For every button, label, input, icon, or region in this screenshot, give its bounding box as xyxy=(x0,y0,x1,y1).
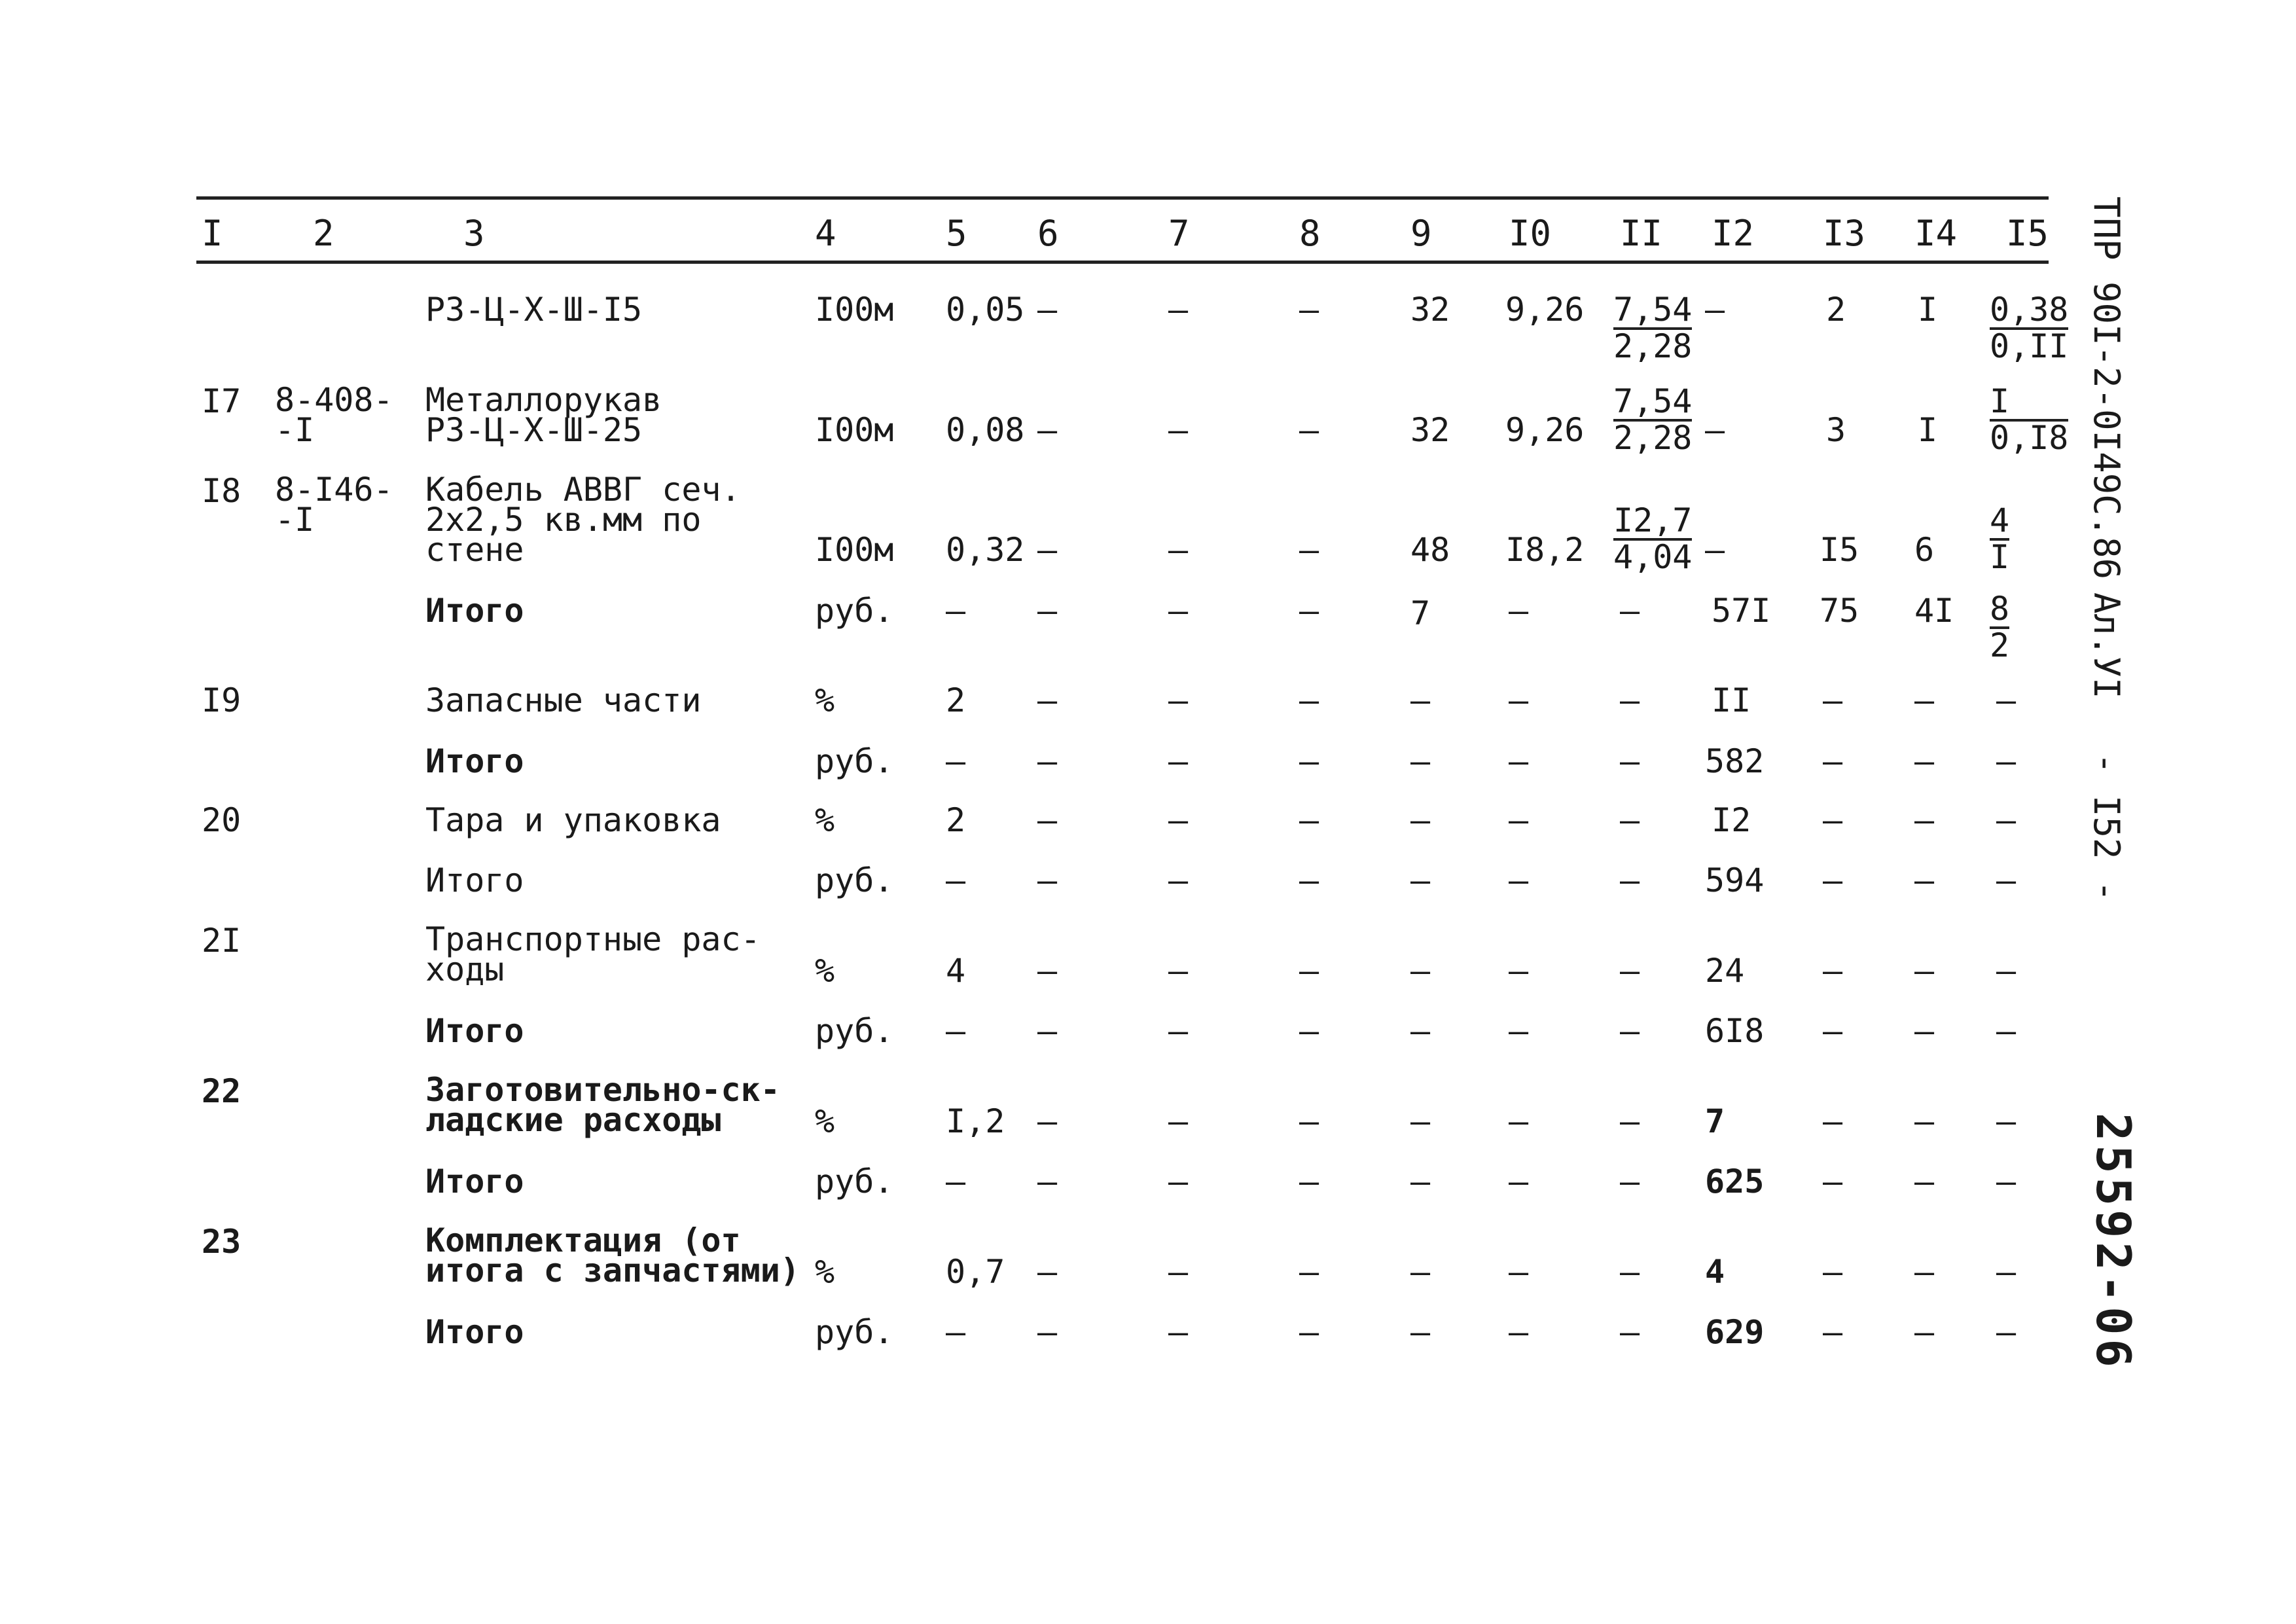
cell-col-13: 3 xyxy=(1826,411,1846,449)
cell-col-12: 6I8 xyxy=(1705,1012,1765,1050)
cell-col-10: – xyxy=(1509,681,1529,719)
cell-col-10: – xyxy=(1509,1253,1529,1291)
fraction-denominator: 0,II xyxy=(1990,327,2069,365)
fraction-numerator: I xyxy=(1990,385,2068,422)
cell-col-6: – xyxy=(1037,411,1058,449)
cell-name: Заготовительно-ск- ладские расходы xyxy=(425,1071,780,1139)
cell-col-11: – xyxy=(1620,1012,1640,1050)
header-col-3: 3 xyxy=(463,213,485,254)
cell-col-14: – xyxy=(1914,1102,1935,1140)
cell-code: 8-408- -I xyxy=(275,381,393,449)
cell-col-9: – xyxy=(1410,1102,1431,1140)
fraction-numerator: 7,54 xyxy=(1613,382,1693,420)
cell-row-number: 2I xyxy=(202,922,242,960)
cell-col-8: – xyxy=(1299,861,1319,899)
cell-col-14: – xyxy=(1914,1163,1935,1200)
cell-col-7: – xyxy=(1168,861,1189,899)
cell-col-10: – xyxy=(1509,1313,1529,1351)
cell-col-6: – xyxy=(1037,592,1058,630)
cell-col-7: – xyxy=(1168,592,1189,630)
cell-col-10: – xyxy=(1509,952,1529,990)
header-col-15: I5 xyxy=(2006,213,2049,254)
cell-col-10: – xyxy=(1509,1012,1529,1050)
cell-col-13: – xyxy=(1823,1012,1843,1050)
cell-col-14: – xyxy=(1914,861,1935,899)
cell-col-11: – xyxy=(1620,1253,1640,1291)
cell-col-15: – xyxy=(1996,861,2017,899)
cell-col-10: – xyxy=(1509,592,1529,630)
cell-col-7: – xyxy=(1168,1313,1189,1351)
cell-col-15: – xyxy=(1996,742,2017,780)
cell-col-7: – xyxy=(1168,1102,1189,1140)
cell-quantity: – xyxy=(946,861,966,899)
cell-col-8: – xyxy=(1299,1313,1319,1351)
cell-row-number: 23 xyxy=(202,1223,242,1261)
cell-col-10: – xyxy=(1509,1102,1529,1140)
cell-col-9: – xyxy=(1410,1313,1431,1351)
cell-col-6: – xyxy=(1037,1253,1058,1291)
cell-unit: руб. xyxy=(815,592,894,630)
cell-col-14: 6 xyxy=(1914,531,1935,569)
cell-row-number: I9 xyxy=(202,681,242,719)
cell-quantity: 0,08 xyxy=(946,411,1025,449)
cell-col-7: – xyxy=(1168,1253,1189,1291)
header-col-1: I xyxy=(202,213,223,254)
cell-col-15-fraction xyxy=(1990,501,2010,576)
cell-col-11: – xyxy=(1620,592,1640,630)
cell-col-11: – xyxy=(1620,681,1640,719)
cell-col-10: I8,2 xyxy=(1505,531,1585,569)
cell-name: Итого xyxy=(425,592,524,630)
cell-name: Тара и упаковка xyxy=(425,801,721,839)
cell-name: Транспортные рас- ходы xyxy=(425,920,761,988)
cell-quantity: 2 xyxy=(946,681,966,719)
cell-col-15: – xyxy=(1996,681,2017,719)
cell-quantity: – xyxy=(946,1012,966,1050)
fraction-denominator: 2 xyxy=(1990,626,2010,664)
fraction-numerator: 4 xyxy=(1990,501,2010,539)
cell-col-8: – xyxy=(1299,1102,1319,1140)
fraction-denominator: I xyxy=(1990,538,2010,576)
cell-name: Итого xyxy=(425,1012,524,1050)
cell-col-11: – xyxy=(1620,801,1640,839)
header-col-12: I2 xyxy=(1712,213,1755,254)
cell-col-9: 7 xyxy=(1410,594,1431,632)
cell-col-6: – xyxy=(1037,1012,1058,1050)
cell-col-12: II xyxy=(1712,681,1751,719)
cell-col-14: – xyxy=(1914,801,1935,839)
header-col-5: 5 xyxy=(946,213,967,254)
cell-col-14: – xyxy=(1914,681,1935,719)
cell-col-9: 48 xyxy=(1410,531,1450,569)
cell-col-14: I xyxy=(1918,291,1938,329)
cell-col-10: 9,26 xyxy=(1505,291,1585,329)
cell-name: Итого xyxy=(425,742,524,780)
header-col-4: 4 xyxy=(815,213,836,254)
fraction-denominator: 2,28 xyxy=(1613,419,1693,457)
cell-col-8: – xyxy=(1299,952,1319,990)
cell-col-12: – xyxy=(1705,531,1725,569)
cell-col-14: – xyxy=(1914,1012,1935,1050)
fraction-numerator: 0,38 xyxy=(1990,291,2069,329)
cell-unit: руб. xyxy=(815,861,894,899)
cell-quantity: I,2 xyxy=(946,1102,1005,1140)
cell-col-13: – xyxy=(1823,1102,1843,1140)
cell-col-9: – xyxy=(1410,952,1431,990)
cell-col-14: – xyxy=(1914,1313,1935,1351)
cell-col-9: 32 xyxy=(1410,411,1450,449)
inventory-number: 25592-06 xyxy=(2086,1113,2141,1371)
cell-col-10: – xyxy=(1509,861,1529,899)
cell-col-13: – xyxy=(1823,1253,1843,1291)
cell-col-8: – xyxy=(1299,291,1319,329)
cell-quantity: 0,32 xyxy=(946,531,1025,569)
cell-col-12: – xyxy=(1705,291,1725,329)
fraction-denominator: 0,I8 xyxy=(1990,419,2069,457)
fraction-numerator: 7,54 xyxy=(1613,291,1693,329)
cell-col-13: 2 xyxy=(1826,291,1846,329)
fraction-numerator: I2,7 xyxy=(1613,501,1693,539)
cell-unit: руб. xyxy=(815,1313,894,1351)
cell-quantity: – xyxy=(946,592,966,630)
cell-quantity: – xyxy=(946,742,966,780)
cell-col-6: – xyxy=(1037,291,1058,329)
cell-col-7: – xyxy=(1168,291,1189,329)
cell-col-11-fraction xyxy=(1613,293,1692,363)
cell-col-13: – xyxy=(1823,861,1843,899)
document-code: ТПР 90I-2-0I49С.86 xyxy=(2086,196,2127,580)
cell-col-9: – xyxy=(1410,681,1431,719)
cell-col-13: 75 xyxy=(1820,592,1859,630)
cell-col-10: – xyxy=(1509,742,1529,780)
cell-col-9: – xyxy=(1410,1012,1431,1050)
cell-col-6: – xyxy=(1037,742,1058,780)
cell-col-13: – xyxy=(1823,952,1843,990)
cell-unit: % xyxy=(815,1253,835,1291)
cell-col-9: – xyxy=(1410,1163,1431,1200)
cell-col-8: – xyxy=(1299,411,1319,449)
cell-col-8: – xyxy=(1299,531,1319,569)
cell-col-6: – xyxy=(1037,1163,1058,1200)
cell-col-14: – xyxy=(1914,952,1935,990)
cell-col-15: – xyxy=(1996,1253,2017,1291)
fraction-numerator: 8 xyxy=(1990,590,2010,628)
cell-col-11: – xyxy=(1620,952,1640,990)
cell-col-11-fraction xyxy=(1613,382,1693,457)
cell-col-7: – xyxy=(1168,742,1189,780)
cell-col-6: – xyxy=(1037,681,1058,719)
cell-col-8: – xyxy=(1299,592,1319,630)
page-number: - I52 - xyxy=(2086,753,2127,902)
cell-unit: % xyxy=(815,801,835,839)
fraction-denominator: 4,04 xyxy=(1613,538,1693,576)
cell-col-14: I xyxy=(1918,411,1938,449)
header-bottom-rule xyxy=(196,261,2049,264)
cell-quantity: 4 xyxy=(946,952,966,990)
cell-name: РЗ-Ц-Х-Ш-I5 xyxy=(425,291,643,329)
album-label: Ал.УI xyxy=(2086,592,2127,699)
cell-col-8: – xyxy=(1299,742,1319,780)
cell-col-6: – xyxy=(1037,801,1058,839)
cell-col-10: – xyxy=(1509,801,1529,839)
cell-col-13: – xyxy=(1823,1313,1843,1351)
cell-col-9: – xyxy=(1410,742,1431,780)
cell-col-11: – xyxy=(1620,1102,1640,1140)
cell-col-12: I2 xyxy=(1712,801,1751,839)
cell-col-13: I5 xyxy=(1820,531,1859,569)
cell-col-6: – xyxy=(1037,1102,1058,1140)
cell-col-12: – xyxy=(1705,411,1725,449)
cell-col-9: 32 xyxy=(1410,291,1450,329)
cell-name: Кабель АВВГ сеч. 2х2,5 кв.мм по стене xyxy=(425,471,741,569)
cell-col-8: – xyxy=(1299,1012,1319,1050)
cell-col-12: 582 xyxy=(1705,742,1765,780)
cell-col-12: 4 xyxy=(1705,1253,1725,1291)
header-col-14: I4 xyxy=(1914,213,1958,254)
cell-col-11: – xyxy=(1620,861,1640,899)
cell-unit: I00м xyxy=(815,531,894,569)
cell-col-14: 4I xyxy=(1914,592,1954,630)
cell-quantity: – xyxy=(946,1163,966,1200)
cell-row-number: 22 xyxy=(202,1072,242,1110)
cell-col-11: – xyxy=(1620,742,1640,780)
cell-col-15-fraction xyxy=(1990,293,2068,363)
cell-col-11-fraction xyxy=(1613,501,1693,576)
cell-col-13: – xyxy=(1823,681,1843,719)
header-col-11: II xyxy=(1620,213,1663,254)
table-top-rule xyxy=(196,196,2049,200)
cell-col-6: – xyxy=(1037,1313,1058,1351)
cell-col-7: – xyxy=(1168,411,1189,449)
cell-col-13: – xyxy=(1823,801,1843,839)
cell-col-14: – xyxy=(1914,742,1935,780)
cell-col-6: – xyxy=(1037,952,1058,990)
cell-unit: % xyxy=(815,1102,835,1140)
cell-col-13: – xyxy=(1823,1163,1843,1200)
cell-row-number: I7 xyxy=(202,382,242,420)
cell-col-10: – xyxy=(1509,1163,1529,1200)
cell-row-number: I8 xyxy=(202,472,242,510)
cell-col-15: – xyxy=(1996,952,2017,990)
cell-col-7: – xyxy=(1168,801,1189,839)
cell-name: Металлорукав РЗ-Ц-Х-Ш-25 xyxy=(425,381,662,449)
cell-col-15: – xyxy=(1996,1102,2017,1140)
cell-col-15-fraction xyxy=(1990,592,2009,662)
cell-col-7: – xyxy=(1168,1163,1189,1200)
cell-unit: руб. xyxy=(815,1012,894,1050)
cell-unit: % xyxy=(815,681,835,719)
cell-col-12: 629 xyxy=(1705,1313,1765,1351)
cell-col-10: 9,26 xyxy=(1505,411,1585,449)
header-col-9: 9 xyxy=(1410,213,1432,254)
header-col-7: 7 xyxy=(1168,213,1190,254)
cell-col-13: – xyxy=(1823,742,1843,780)
cell-quantity: 2 xyxy=(946,801,966,839)
cell-name: Запасные части xyxy=(425,681,702,719)
cell-row-number: 20 xyxy=(202,801,242,839)
cell-col-12: 57I xyxy=(1712,592,1771,630)
cell-quantity: 0,05 xyxy=(946,291,1025,329)
cell-col-11: – xyxy=(1620,1163,1640,1200)
cell-col-14: – xyxy=(1914,1253,1935,1291)
cell-name: Итого xyxy=(425,1163,524,1200)
cell-col-7: – xyxy=(1168,1012,1189,1050)
cell-col-8: – xyxy=(1299,1253,1319,1291)
cell-unit: руб. xyxy=(815,742,894,780)
header-col-2: 2 xyxy=(313,213,334,254)
cell-col-7: – xyxy=(1168,531,1189,569)
cell-col-8: – xyxy=(1299,681,1319,719)
cell-col-9: – xyxy=(1410,1253,1431,1291)
cell-name: Итого xyxy=(425,1313,524,1351)
header-col-6: 6 xyxy=(1037,213,1059,254)
cell-col-15: – xyxy=(1996,1012,2017,1050)
cell-col-8: – xyxy=(1299,801,1319,839)
cell-unit: I00м xyxy=(815,291,894,329)
cell-col-9: – xyxy=(1410,801,1431,839)
cell-col-7: – xyxy=(1168,952,1189,990)
cell-col-12: 594 xyxy=(1705,861,1765,899)
fraction-denominator: 2,28 xyxy=(1613,327,1693,365)
cell-col-6: – xyxy=(1037,861,1058,899)
cell-unit: I00м xyxy=(815,411,894,449)
cell-name: Итого xyxy=(425,861,524,899)
cell-col-9: – xyxy=(1410,861,1431,899)
cell-unit: % xyxy=(815,952,835,990)
cell-name: Комплектация (от итога с запчастями) xyxy=(425,1221,800,1290)
cell-col-12: 625 xyxy=(1705,1163,1765,1200)
cell-col-15: – xyxy=(1996,801,2017,839)
cell-code: 8-I46- -I xyxy=(275,471,393,539)
cell-col-8: – xyxy=(1299,1163,1319,1200)
cell-col-12: 7 xyxy=(1705,1102,1725,1140)
cell-col-15-fraction xyxy=(1990,382,2069,457)
header-col-10: I0 xyxy=(1509,213,1552,254)
cell-col-7: – xyxy=(1168,681,1189,719)
cell-quantity: – xyxy=(946,1313,966,1351)
cell-col-6: – xyxy=(1037,531,1058,569)
cell-col-15: – xyxy=(1996,1163,2017,1200)
cell-quantity: 0,7 xyxy=(946,1253,1005,1291)
cell-unit: руб. xyxy=(815,1163,894,1200)
cell-col-11: – xyxy=(1620,1313,1640,1351)
header-col-8: 8 xyxy=(1299,213,1321,254)
cell-col-15: – xyxy=(1996,1313,2017,1351)
cell-col-12: 24 xyxy=(1705,952,1745,990)
header-col-13: I3 xyxy=(1823,213,1866,254)
